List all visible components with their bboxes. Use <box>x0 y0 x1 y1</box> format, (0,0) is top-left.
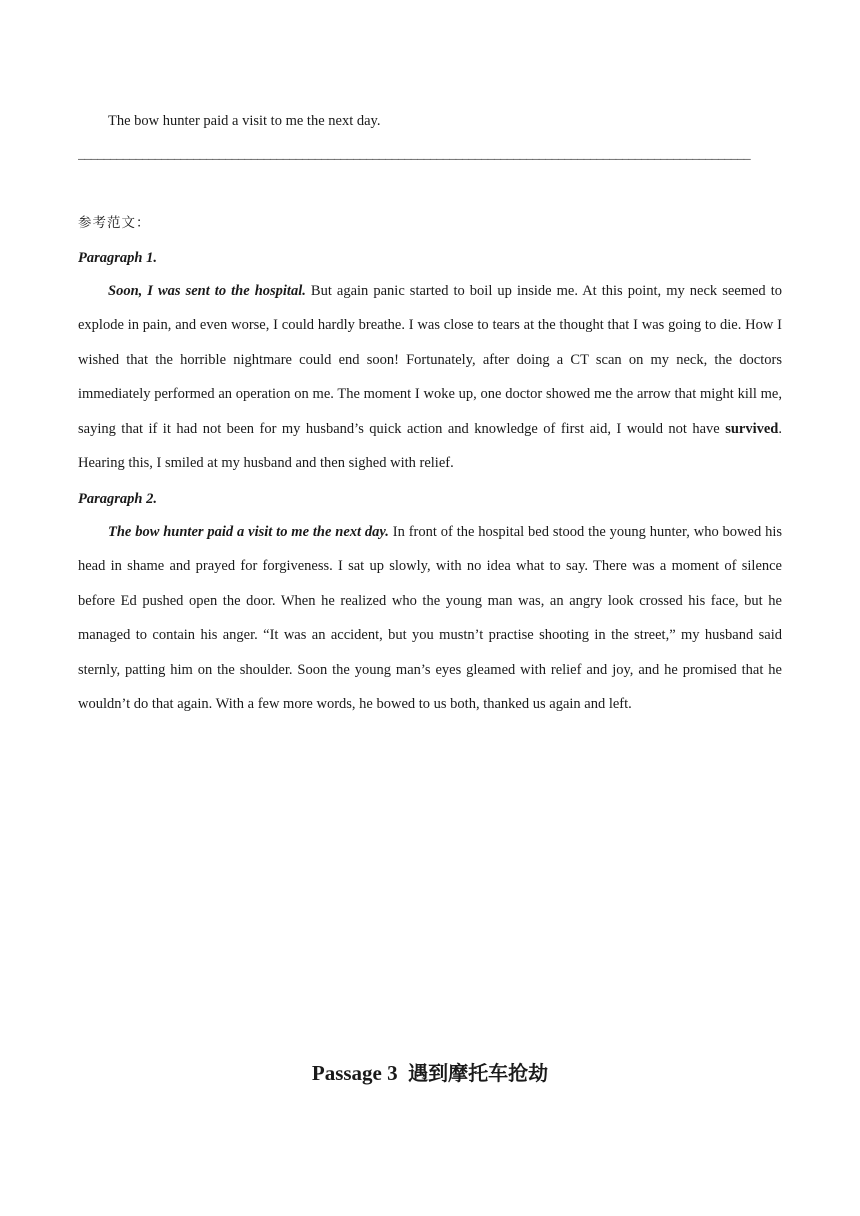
paragraph-1-lead-sentence: Soon, I was sent to the hospital. <box>108 283 306 299</box>
passage-title <box>0 1058 860 1088</box>
paragraph-2-lead-sentence: The bow hunter paid a visit to me the next day. <box>108 524 389 540</box>
paragraph-2-text: In front of the hospital bed stood the young hunter, who bowed his head in shame and prayed for forgiveness. I sat up slowly, with no idea what to say. There was a moment of silence before Ed pushed open the door. When he realized who the young man was, an angry look crossed his face, but he managed to contain his anger. “It was an accident, but you mustn’t practise shooting in the street,” my husband said sternly, patting him on the shoulder. Soon the young man’s eyes gleamed with relief and joy, and he promised that he wouldn’t do that again. With a few more words, he bowed to us both, thanked us again and left. <box>78 524 782 713</box>
paragraph-2-heading: Paragraph 2. <box>78 491 157 507</box>
passage-chinese-title: 遇到摩托车抢劫 <box>408 1061 549 1085</box>
paragraph-1-bold-word: survived <box>725 420 779 437</box>
paragraph-1-body <box>78 274 782 480</box>
paragraph-1-text: But again panic started to boil up inside me. At this point, my neck seemed to explode in pain, and even worse, I could hardly breathe. I was close to tears at the thought that I was going to die. How I wished that the horrible nightmare could end soon! Fortunately, after doing a CT scan on my neck, the doctors immediately performed an operation on me. The moment I woke up, one doctor showed me the arrow that might kill me, saying that if it had not been for my husband’s quick action and knowledge of first aid, I would not have <box>78 283 783 437</box>
paragraph-1-heading: Paragraph 1. <box>78 250 157 266</box>
paragraph-1-text-end: . Hearing this, I smiled at my husband and then sighed with relief. <box>78 420 782 472</box>
paragraph-2-body <box>78 515 782 721</box>
passage-number: Passage 3 <box>311 1061 398 1085</box>
prompt-sentence: The bow hunter paid a visit to me the next day. <box>108 113 381 129</box>
reference-answer-label: 参考范文： <box>78 215 151 231</box>
answer-blank-line: _________________________________________________________________________________________________________ <box>78 148 751 162</box>
